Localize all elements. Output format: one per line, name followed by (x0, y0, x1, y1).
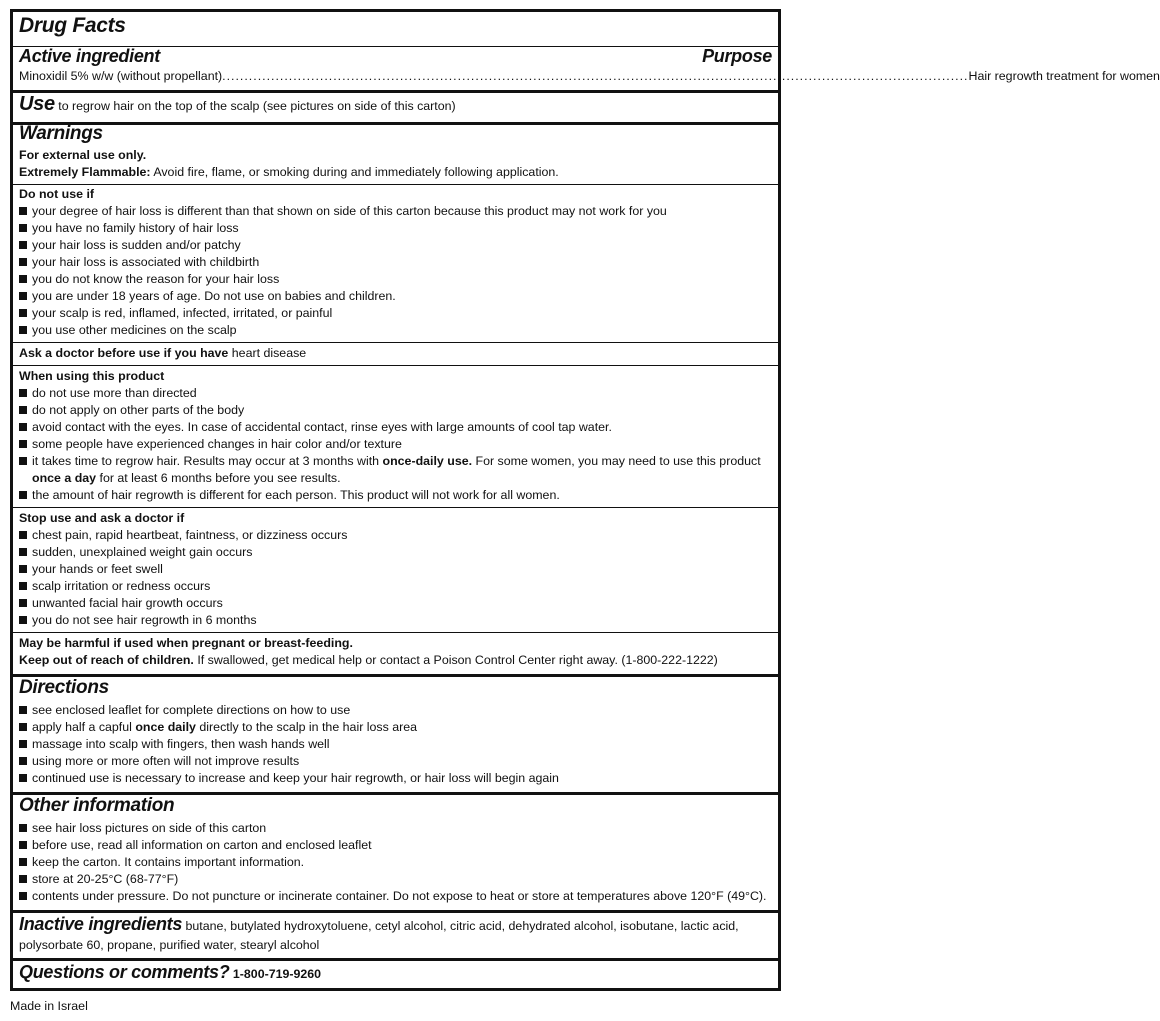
emphasis-text: once-daily use. (382, 454, 473, 468)
bullet-icon (19, 389, 27, 397)
list-item-text: keep the carton. It contains important information. (32, 855, 305, 869)
list-item (19, 595, 772, 612)
children-warning (19, 652, 772, 669)
list-item (19, 871, 772, 888)
list-item (19, 612, 772, 629)
list-item-text: it takes time to regrow hair. Results may occur at 3 months with (32, 454, 380, 468)
list-item-text: For some women, you may need to use this product (475, 454, 761, 468)
bullet-icon (19, 224, 27, 232)
list-item (19, 402, 772, 419)
purpose-heading: Purpose (702, 46, 772, 66)
list-item-text: store at 20-25°C (68-77°F) (32, 872, 179, 886)
list-item-text: continued use is necessary to increase and keep your hair regrowth, or hair loss will begin again (32, 771, 559, 785)
list-item-text: you use other medicines on the scalp (32, 323, 237, 337)
bullet-icon (19, 616, 27, 624)
list-item (19, 288, 772, 305)
list-item-text: you do not know the reason for your hair loss (32, 272, 280, 286)
list-item (19, 487, 772, 504)
bullet-icon (19, 582, 27, 590)
divider (13, 632, 778, 633)
inactive-ingredients-line1 (19, 916, 772, 935)
list-item-text: contents under pressure. Do not puncture or incinerate container. Do not expose to heat or store at temperatures above 120°F (49°C). (32, 889, 767, 903)
list-item-text: some people have experienced changes in hair color and/or texture (32, 437, 402, 451)
list-item (19, 203, 772, 220)
bullet-icon (19, 740, 27, 748)
bullet-icon (19, 275, 27, 283)
bullet-icon (19, 706, 27, 714)
list-item-text: do not apply on other parts of the body (32, 403, 245, 417)
purpose-text: Hair regrowth treatment for women (968, 69, 1160, 83)
flammable-line (19, 164, 772, 181)
inactive-ingredients-line2: polysorbate 60, propane, purified water, stearyl alcohol (19, 938, 320, 952)
list-item-text: you do not see hair regrowth in 6 months (32, 613, 257, 627)
divider (13, 507, 778, 508)
use-heading: Use (19, 93, 55, 115)
list-item-text: your hands or feet swell (32, 562, 163, 576)
ask-doctor-text: heart disease (231, 346, 307, 360)
list-item (19, 719, 772, 736)
active-ingredient-heading: Active ingredient (19, 46, 160, 66)
list-item-continuation (32, 470, 772, 487)
bullet-icon (19, 531, 27, 539)
active-ingredient-row (19, 68, 1160, 85)
list-item (19, 578, 772, 595)
list-item-text: for at least 6 months before you see results. (99, 471, 341, 485)
list-item-text: the amount of hair regrowth is different for each person. This product will not work for all women. (32, 488, 560, 502)
bullet-icon (19, 565, 27, 573)
list-item (19, 220, 772, 237)
divider (13, 342, 778, 343)
list-item (19, 237, 772, 254)
list-item-text: your scalp is red, inflamed, infected, irritated, or painful (32, 306, 333, 320)
ask-doctor-line (19, 345, 772, 362)
emphasis-text: once a day (32, 471, 97, 485)
bullet-icon (19, 423, 27, 431)
bullet-icon (19, 757, 27, 765)
list-item-text: directly to the scalp in the hair loss area (199, 720, 418, 734)
bullet-icon (19, 292, 27, 300)
list-item-text: chest pain, rapid heartbeat, faintness, or dizziness occurs (32, 528, 348, 542)
questions-phone: 1-800-719-9260 (232, 967, 322, 981)
list-item-text: you have no family history of hair loss (32, 221, 239, 235)
list-item-text: your degree of hair loss is different than that shown on side of this carton because this product may not work for you (32, 204, 667, 218)
bullet-icon (19, 309, 27, 317)
when-using-heading: When using this product (19, 369, 165, 383)
bullet-icon (19, 723, 27, 731)
list-item (19, 770, 772, 787)
list-item-text: see enclosed leaflet for complete directions on how to use (32, 703, 351, 717)
pregnancy-warning: May be harmful if used when pregnant or breast-feeding. (19, 636, 353, 650)
list-item (19, 854, 772, 871)
inactive-ingredients-text: butane, butylated hydroxytoluene, cetyl alcohol, citric acid, dehydrated alcohol, isobutane, lactic acid, (185, 919, 739, 933)
ask-doctor-label: Ask a doctor before use if you have (19, 346, 229, 360)
bullet-icon (19, 491, 27, 499)
bullet-icon (19, 875, 27, 883)
bullet-icon (19, 841, 27, 849)
divider (13, 365, 778, 366)
bullet-icon (19, 207, 27, 215)
flammable-text: Avoid fire, flame, or smoking during and immediately following application. (153, 165, 559, 179)
list-item-text: using more or more often will not improve results (32, 754, 300, 768)
list-item-text: scalp irritation or redness occurs (32, 579, 211, 593)
emphasis-text: once daily (135, 720, 196, 734)
directions-heading: Directions (19, 677, 109, 698)
list-item (19, 527, 772, 544)
warnings-heading: Warnings (19, 123, 103, 144)
list-item (19, 544, 772, 561)
list-item (19, 322, 772, 339)
list-item (19, 561, 772, 578)
list-item-text: unwanted facial hair growth occurs (32, 596, 223, 610)
divider (13, 184, 778, 185)
list-item (19, 702, 772, 719)
list-item (19, 436, 772, 453)
active-ingredient-name: Minoxidil 5% w/w (without propellant) (19, 69, 223, 83)
list-item-text: do not use more than directed (32, 386, 197, 400)
bullet-icon (19, 440, 27, 448)
drug-facts-panel (10, 9, 1160, 991)
list-item-text: apply half a capful (32, 720, 132, 734)
other-info-heading: Other information (19, 795, 175, 816)
list-item (19, 753, 772, 770)
bullet-icon (19, 858, 27, 866)
use-text: to regrow hair on the top of the scalp (see pictures on side of this carton) (58, 99, 456, 113)
list-item (19, 888, 772, 905)
drug-facts-title: Drug Facts (19, 14, 126, 37)
bullet-icon (19, 241, 27, 249)
bullet-icon (19, 457, 27, 465)
bullet-icon (19, 774, 27, 782)
divider (13, 90, 778, 93)
do-not-use-heading: Do not use if (19, 187, 95, 201)
list-item (19, 820, 772, 837)
divider (13, 958, 778, 961)
divider (13, 674, 778, 677)
list-item-text: massage into scalp with fingers, then wash hands well (32, 737, 330, 751)
bullet-icon (19, 326, 27, 334)
questions-line (19, 964, 772, 983)
list-item-text: you are under 18 years of age. Do not use on babies and children. (32, 289, 396, 303)
bullet-icon (19, 548, 27, 556)
list-item (19, 271, 772, 288)
bullet-icon (19, 406, 27, 414)
list-item (19, 736, 772, 753)
bullet-icon (19, 258, 27, 266)
list-item (19, 419, 772, 436)
list-item (19, 254, 772, 271)
divider (13, 910, 778, 913)
questions-heading: Questions or comments? (19, 962, 230, 982)
use-row (19, 93, 772, 115)
list-item-text: sudden, unexplained weight gain occurs (32, 545, 253, 559)
children-label: Keep out of reach of children. (19, 653, 194, 667)
list-item-text: before use, read all information on carton and enclosed leaflet (32, 838, 372, 852)
inactive-ingredients-heading: Inactive ingredients (19, 914, 183, 934)
list-item (19, 305, 772, 322)
bullet-icon (19, 892, 27, 900)
bullet-icon (19, 599, 27, 607)
stop-use-heading: Stop use and ask a doctor if (19, 511, 185, 525)
flammable-label: Extremely Flammable: (19, 165, 151, 179)
children-text: If swallowed, get medical help or contact a Poison Control Center right away. (1-800-222-1222) (197, 653, 718, 667)
external-use: For external use only. (19, 148, 147, 162)
list-item (19, 385, 772, 402)
list-item-text: your hair loss is associated with childbirth (32, 255, 260, 269)
made-in-label: Made in Israel (10, 999, 88, 1013)
list-item (19, 453, 772, 470)
list-item-text: your hair loss is sudden and/or patchy (32, 238, 241, 252)
leader-dots: ........................................................................................................................................................................ (222, 69, 969, 83)
list-item (19, 837, 772, 854)
list-item-text: avoid contact with the eyes. In case of accidental contact, rinse eyes with large amounts of cool tap water. (32, 420, 612, 434)
list-item-text: see hair loss pictures on side of this carton (32, 821, 267, 835)
bullet-icon (19, 824, 27, 832)
